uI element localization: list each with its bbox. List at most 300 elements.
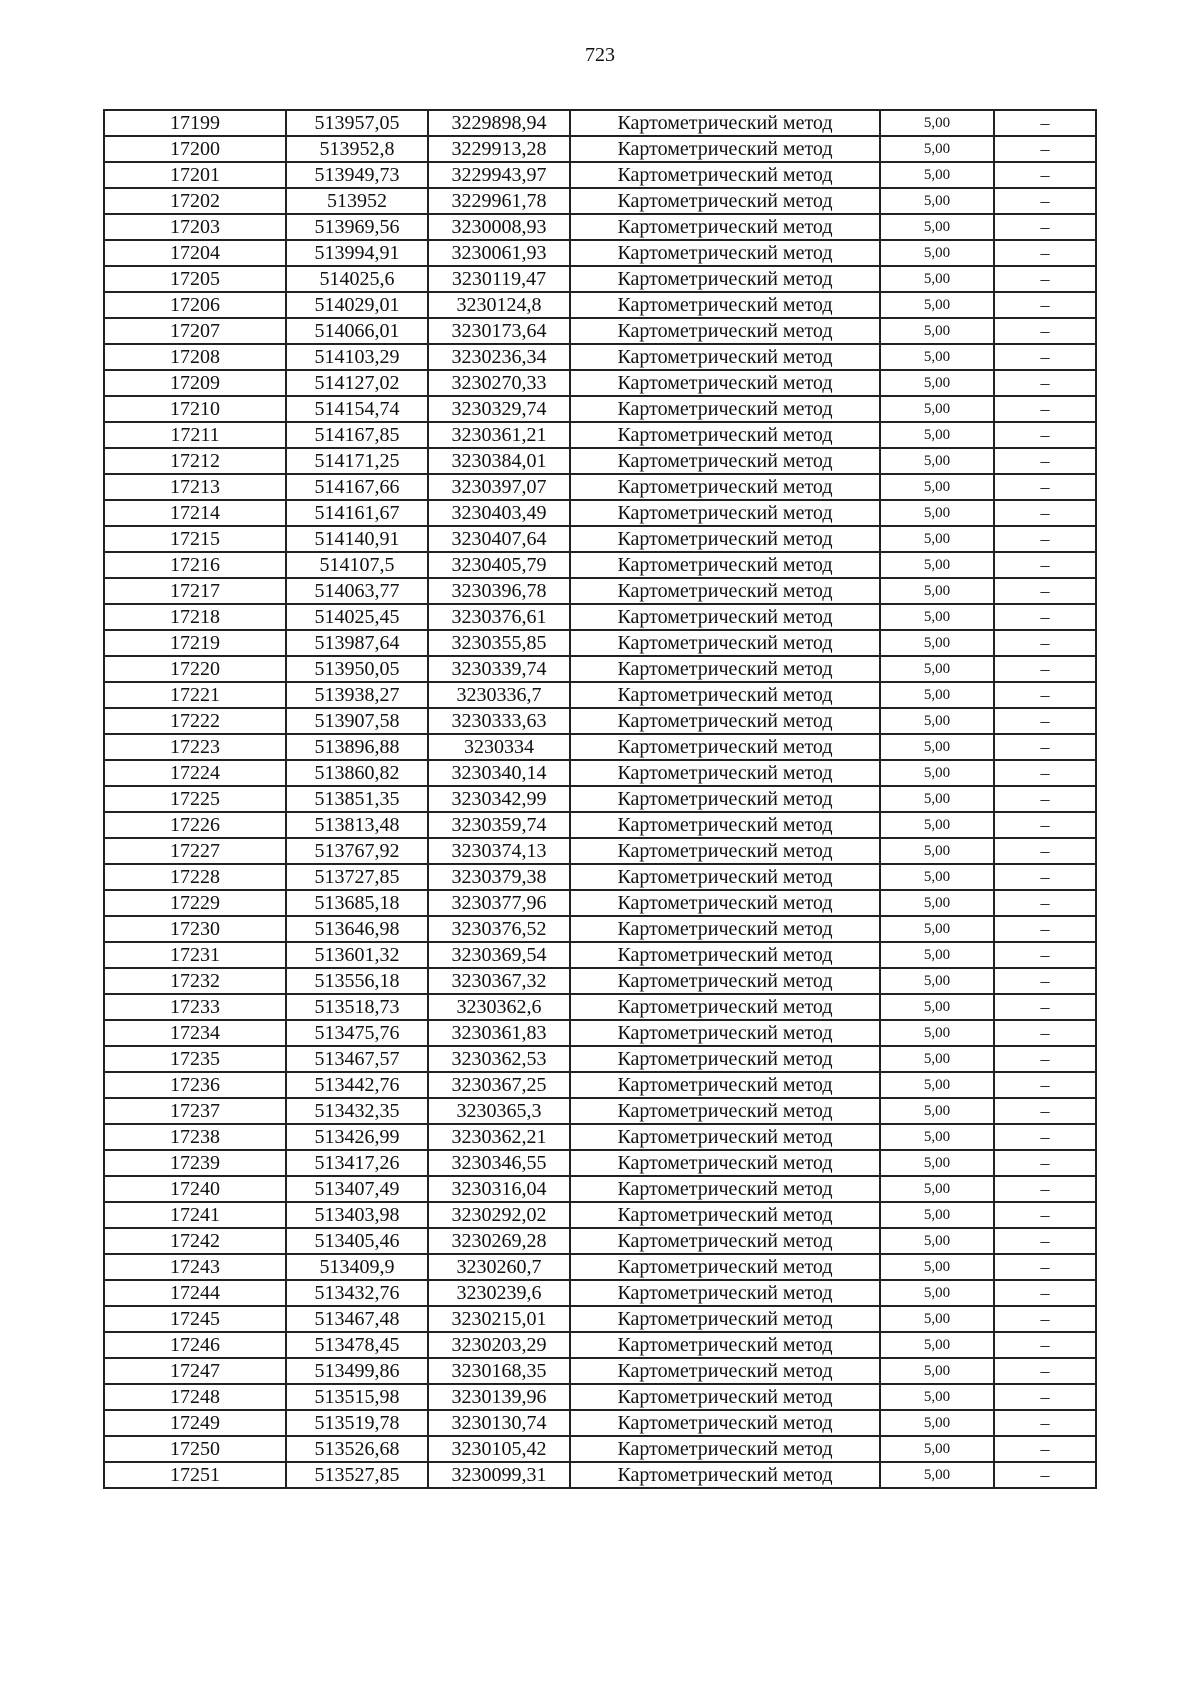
x-coordinate-cell: 513952,8 [286, 136, 428, 162]
accuracy-cell: 5,00 [880, 968, 994, 994]
x-coordinate-cell: 513938,27 [286, 682, 428, 708]
method-cell: Картометрический метод [570, 630, 880, 656]
method-cell: Картометрический метод [570, 1358, 880, 1384]
y-coordinate-cell: 3230376,61 [428, 604, 570, 630]
point-number-cell: 17233 [104, 994, 286, 1020]
y-coordinate-cell: 3230139,96 [428, 1384, 570, 1410]
x-coordinate-cell: 513896,88 [286, 734, 428, 760]
accuracy-cell: 5,00 [880, 760, 994, 786]
note-cell: – [994, 1150, 1096, 1176]
x-coordinate-cell: 513994,91 [286, 240, 428, 266]
x-coordinate-cell: 513950,05 [286, 656, 428, 682]
table-row [104, 1150, 1096, 1176]
point-number-cell: 17248 [104, 1384, 286, 1410]
accuracy-cell: 5,00 [880, 136, 994, 162]
x-coordinate-cell: 513851,35 [286, 786, 428, 812]
point-number-cell: 17204 [104, 240, 286, 266]
y-coordinate-cell: 3230346,55 [428, 1150, 570, 1176]
table-row [104, 1046, 1096, 1072]
y-coordinate-cell: 3230119,47 [428, 266, 570, 292]
note-cell: – [994, 500, 1096, 526]
x-coordinate-cell: 513957,05 [286, 110, 428, 136]
y-coordinate-cell: 3230362,21 [428, 1124, 570, 1150]
accuracy-cell: 5,00 [880, 812, 994, 838]
table-row [104, 448, 1096, 474]
note-cell: – [994, 1384, 1096, 1410]
accuracy-cell: 5,00 [880, 1410, 994, 1436]
table-row [104, 890, 1096, 916]
note-cell: – [994, 682, 1096, 708]
y-coordinate-cell: 3230130,74 [428, 1410, 570, 1436]
method-cell: Картометрический метод [570, 812, 880, 838]
note-cell: – [994, 188, 1096, 214]
x-coordinate-cell: 514029,01 [286, 292, 428, 318]
note-cell: – [994, 968, 1096, 994]
note-cell: – [994, 916, 1096, 942]
method-cell: Картометрический метод [570, 1410, 880, 1436]
x-coordinate-cell: 513601,32 [286, 942, 428, 968]
table-row [104, 1098, 1096, 1124]
y-coordinate-cell: 3230334 [428, 734, 570, 760]
x-coordinate-cell: 513646,98 [286, 916, 428, 942]
y-coordinate-cell: 3230336,7 [428, 682, 570, 708]
method-cell: Картометрический метод [570, 526, 880, 552]
note-cell: – [994, 344, 1096, 370]
accuracy-cell: 5,00 [880, 1176, 994, 1202]
method-cell: Картометрический метод [570, 396, 880, 422]
x-coordinate-cell: 513405,46 [286, 1228, 428, 1254]
y-coordinate-cell: 3230340,14 [428, 760, 570, 786]
y-coordinate-cell: 3230397,07 [428, 474, 570, 500]
table-row [104, 162, 1096, 188]
accuracy-cell: 5,00 [880, 1254, 994, 1280]
y-coordinate-cell: 3229943,97 [428, 162, 570, 188]
x-coordinate-cell: 513952 [286, 188, 428, 214]
accuracy-cell: 5,00 [880, 344, 994, 370]
method-cell: Картометрический метод [570, 1046, 880, 1072]
method-cell: Картометрический метод [570, 838, 880, 864]
x-coordinate-cell: 514154,74 [286, 396, 428, 422]
method-cell: Картометрический метод [570, 1280, 880, 1306]
accuracy-cell: 5,00 [880, 786, 994, 812]
x-coordinate-cell: 513426,99 [286, 1124, 428, 1150]
table-row [104, 318, 1096, 344]
note-cell: – [994, 1046, 1096, 1072]
note-cell: – [994, 760, 1096, 786]
table-row [104, 864, 1096, 890]
note-cell: – [994, 1410, 1096, 1436]
point-number-cell: 17244 [104, 1280, 286, 1306]
point-number-cell: 17218 [104, 604, 286, 630]
x-coordinate-cell: 513907,58 [286, 708, 428, 734]
note-cell: – [994, 786, 1096, 812]
method-cell: Картометрический метод [570, 1462, 880, 1488]
accuracy-cell: 5,00 [880, 890, 994, 916]
y-coordinate-cell: 3230374,13 [428, 838, 570, 864]
method-cell: Картометрический метод [570, 1306, 880, 1332]
accuracy-cell: 5,00 [880, 370, 994, 396]
table-row [104, 1020, 1096, 1046]
x-coordinate-cell: 513685,18 [286, 890, 428, 916]
x-coordinate-cell: 513407,49 [286, 1176, 428, 1202]
point-number-cell: 17205 [104, 266, 286, 292]
point-number-cell: 17221 [104, 682, 286, 708]
table-row [104, 1202, 1096, 1228]
note-cell: – [994, 552, 1096, 578]
x-coordinate-cell: 513432,35 [286, 1098, 428, 1124]
table-row [104, 344, 1096, 370]
point-number-cell: 17217 [104, 578, 286, 604]
y-coordinate-cell: 3229961,78 [428, 188, 570, 214]
accuracy-cell: 5,00 [880, 1462, 994, 1488]
accuracy-cell: 5,00 [880, 162, 994, 188]
note-cell: – [994, 1462, 1096, 1488]
y-coordinate-cell: 3230405,79 [428, 552, 570, 578]
accuracy-cell: 5,00 [880, 266, 994, 292]
method-cell: Картометрический метод [570, 422, 880, 448]
table-row [104, 292, 1096, 318]
accuracy-cell: 5,00 [880, 188, 994, 214]
table-row [104, 474, 1096, 500]
note-cell: – [994, 734, 1096, 760]
note-cell: – [994, 214, 1096, 240]
y-coordinate-cell: 3230339,74 [428, 656, 570, 682]
note-cell: – [994, 1020, 1096, 1046]
note-cell: – [994, 1332, 1096, 1358]
note-cell: – [994, 474, 1096, 500]
method-cell: Картометрический метод [570, 734, 880, 760]
method-cell: Картометрический метод [570, 968, 880, 994]
accuracy-cell: 5,00 [880, 708, 994, 734]
note-cell: – [994, 422, 1096, 448]
method-cell: Картометрический метод [570, 656, 880, 682]
accuracy-cell: 5,00 [880, 1280, 994, 1306]
x-coordinate-cell: 514127,02 [286, 370, 428, 396]
accuracy-cell: 5,00 [880, 526, 994, 552]
point-number-cell: 17214 [104, 500, 286, 526]
x-coordinate-cell: 513518,73 [286, 994, 428, 1020]
table-row [104, 760, 1096, 786]
method-cell: Картометрический метод [570, 474, 880, 500]
y-coordinate-cell: 3230379,38 [428, 864, 570, 890]
y-coordinate-cell: 3230376,52 [428, 916, 570, 942]
table-row [104, 1124, 1096, 1150]
table-row [104, 552, 1096, 578]
table-row [104, 734, 1096, 760]
method-cell: Картометрический метод [570, 136, 880, 162]
page-number: 723 [585, 44, 615, 66]
accuracy-cell: 5,00 [880, 500, 994, 526]
x-coordinate-cell: 513467,48 [286, 1306, 428, 1332]
method-cell: Картометрический метод [570, 1436, 880, 1462]
accuracy-cell: 5,00 [880, 864, 994, 890]
accuracy-cell: 5,00 [880, 1228, 994, 1254]
accuracy-cell: 5,00 [880, 916, 994, 942]
accuracy-cell: 5,00 [880, 1020, 994, 1046]
method-cell: Картометрический метод [570, 1254, 880, 1280]
note-cell: – [994, 526, 1096, 552]
note-cell: – [994, 1072, 1096, 1098]
x-coordinate-cell: 513475,76 [286, 1020, 428, 1046]
table-row [104, 630, 1096, 656]
x-coordinate-cell: 513949,73 [286, 162, 428, 188]
point-number-cell: 17216 [104, 552, 286, 578]
method-cell: Картометрический метод [570, 292, 880, 318]
x-coordinate-cell: 514107,5 [286, 552, 428, 578]
x-coordinate-cell: 513417,26 [286, 1150, 428, 1176]
x-coordinate-cell: 513767,92 [286, 838, 428, 864]
method-cell: Картометрический метод [570, 786, 880, 812]
method-cell: Картометрический метод [570, 214, 880, 240]
point-number-cell: 17243 [104, 1254, 286, 1280]
point-number-cell: 17228 [104, 864, 286, 890]
table-row [104, 1228, 1096, 1254]
accuracy-cell: 5,00 [880, 318, 994, 344]
note-cell: – [994, 578, 1096, 604]
point-number-cell: 17223 [104, 734, 286, 760]
point-number-cell: 17224 [104, 760, 286, 786]
y-coordinate-cell: 3230236,34 [428, 344, 570, 370]
method-cell: Картометрический метод [570, 448, 880, 474]
table-row [104, 1254, 1096, 1280]
note-cell: – [994, 370, 1096, 396]
method-cell: Картометрический метод [570, 344, 880, 370]
note-cell: – [994, 396, 1096, 422]
accuracy-cell: 5,00 [880, 1436, 994, 1462]
y-coordinate-cell: 3230362,6 [428, 994, 570, 1020]
point-number-cell: 17231 [104, 942, 286, 968]
y-coordinate-cell: 3230359,74 [428, 812, 570, 838]
x-coordinate-cell: 513499,86 [286, 1358, 428, 1384]
method-cell: Картометрический метод [570, 1020, 880, 1046]
method-cell: Картометрический метод [570, 760, 880, 786]
y-coordinate-cell: 3230329,74 [428, 396, 570, 422]
x-coordinate-cell: 514066,01 [286, 318, 428, 344]
accuracy-cell: 5,00 [880, 110, 994, 136]
y-coordinate-cell: 3230342,99 [428, 786, 570, 812]
y-coordinate-cell: 3230316,04 [428, 1176, 570, 1202]
method-cell: Картометрический метод [570, 1124, 880, 1150]
method-cell: Картометрический метод [570, 1202, 880, 1228]
note-cell: – [994, 162, 1096, 188]
point-number-cell: 17199 [104, 110, 286, 136]
accuracy-cell: 5,00 [880, 292, 994, 318]
table-row [104, 1436, 1096, 1462]
x-coordinate-cell: 513556,18 [286, 968, 428, 994]
table-row [104, 370, 1096, 396]
note-cell: – [994, 292, 1096, 318]
point-number-cell: 17207 [104, 318, 286, 344]
accuracy-cell: 5,00 [880, 734, 994, 760]
point-number-cell: 17235 [104, 1046, 286, 1072]
x-coordinate-cell: 513813,48 [286, 812, 428, 838]
point-number-cell: 17245 [104, 1306, 286, 1332]
accuracy-cell: 5,00 [880, 578, 994, 604]
table-row [104, 786, 1096, 812]
point-number-cell: 17247 [104, 1358, 286, 1384]
point-number-cell: 17250 [104, 1436, 286, 1462]
y-coordinate-cell: 3230333,63 [428, 708, 570, 734]
method-cell: Картометрический метод [570, 110, 880, 136]
accuracy-cell: 5,00 [880, 422, 994, 448]
y-coordinate-cell: 3230061,93 [428, 240, 570, 266]
note-cell: – [994, 994, 1096, 1020]
y-coordinate-cell: 3230124,8 [428, 292, 570, 318]
method-cell: Картометрический метод [570, 1332, 880, 1358]
point-number-cell: 17220 [104, 656, 286, 682]
accuracy-cell: 5,00 [880, 682, 994, 708]
table-row [104, 1410, 1096, 1436]
y-coordinate-cell: 3230361,83 [428, 1020, 570, 1046]
point-number-cell: 17229 [104, 890, 286, 916]
method-cell: Картометрический метод [570, 890, 880, 916]
y-coordinate-cell: 3230203,29 [428, 1332, 570, 1358]
note-cell: – [994, 240, 1096, 266]
method-cell: Картометрический метод [570, 578, 880, 604]
point-number-cell: 17232 [104, 968, 286, 994]
y-coordinate-cell: 3230105,42 [428, 1436, 570, 1462]
accuracy-cell: 5,00 [880, 656, 994, 682]
x-coordinate-cell: 514063,77 [286, 578, 428, 604]
accuracy-cell: 5,00 [880, 552, 994, 578]
note-cell: – [994, 1098, 1096, 1124]
point-number-cell: 17234 [104, 1020, 286, 1046]
table-row [104, 1280, 1096, 1306]
table-row [104, 942, 1096, 968]
y-coordinate-cell: 3230367,32 [428, 968, 570, 994]
method-cell: Картометрический метод [570, 318, 880, 344]
table-row [104, 682, 1096, 708]
x-coordinate-cell: 513527,85 [286, 1462, 428, 1488]
note-cell: – [994, 1228, 1096, 1254]
method-cell: Картометрический метод [570, 1228, 880, 1254]
accuracy-cell: 5,00 [880, 1358, 994, 1384]
x-coordinate-cell: 514140,91 [286, 526, 428, 552]
y-coordinate-cell: 3230355,85 [428, 630, 570, 656]
table-row [104, 604, 1096, 630]
note-cell: – [994, 1280, 1096, 1306]
point-number-cell: 17246 [104, 1332, 286, 1358]
accuracy-cell: 5,00 [880, 1098, 994, 1124]
x-coordinate-cell: 513432,76 [286, 1280, 428, 1306]
accuracy-cell: 5,00 [880, 1046, 994, 1072]
point-number-cell: 17200 [104, 136, 286, 162]
point-number-cell: 17213 [104, 474, 286, 500]
note-cell: – [994, 838, 1096, 864]
point-number-cell: 17203 [104, 214, 286, 240]
x-coordinate-cell: 513409,9 [286, 1254, 428, 1280]
y-coordinate-cell: 3229898,94 [428, 110, 570, 136]
table-row [104, 110, 1096, 136]
point-number-cell: 17236 [104, 1072, 286, 1098]
x-coordinate-cell: 513526,68 [286, 1436, 428, 1462]
note-cell: – [994, 1202, 1096, 1228]
note-cell: – [994, 1306, 1096, 1332]
point-number-cell: 17238 [104, 1124, 286, 1150]
table-row [104, 422, 1096, 448]
method-cell: Картометрический метод [570, 1384, 880, 1410]
table-row [104, 1384, 1096, 1410]
method-cell: Картометрический метод [570, 916, 880, 942]
point-number-cell: 17249 [104, 1410, 286, 1436]
coordinates-table-body [104, 110, 1096, 1488]
y-coordinate-cell: 3230396,78 [428, 578, 570, 604]
note-cell: – [994, 1358, 1096, 1384]
accuracy-cell: 5,00 [880, 1124, 994, 1150]
accuracy-cell: 5,00 [880, 1150, 994, 1176]
x-coordinate-cell: 514167,85 [286, 422, 428, 448]
accuracy-cell: 5,00 [880, 994, 994, 1020]
note-cell: – [994, 630, 1096, 656]
y-coordinate-cell: 3230362,53 [428, 1046, 570, 1072]
y-coordinate-cell: 3230173,64 [428, 318, 570, 344]
x-coordinate-cell: 513515,98 [286, 1384, 428, 1410]
y-coordinate-cell: 3230260,7 [428, 1254, 570, 1280]
table-row [104, 1358, 1096, 1384]
y-coordinate-cell: 3230367,25 [428, 1072, 570, 1098]
method-cell: Картометрический метод [570, 500, 880, 526]
note-cell: – [994, 864, 1096, 890]
x-coordinate-cell: 513442,76 [286, 1072, 428, 1098]
accuracy-cell: 5,00 [880, 838, 994, 864]
table-row [104, 578, 1096, 604]
note-cell: – [994, 318, 1096, 344]
note-cell: – [994, 604, 1096, 630]
accuracy-cell: 5,00 [880, 240, 994, 266]
x-coordinate-cell: 513860,82 [286, 760, 428, 786]
y-coordinate-cell: 3230008,93 [428, 214, 570, 240]
method-cell: Картометрический метод [570, 604, 880, 630]
table-row [104, 214, 1096, 240]
method-cell: Картометрический метод [570, 240, 880, 266]
method-cell: Картометрический метод [570, 864, 880, 890]
method-cell: Картометрический метод [570, 942, 880, 968]
accuracy-cell: 5,00 [880, 1332, 994, 1358]
accuracy-cell: 5,00 [880, 604, 994, 630]
point-number-cell: 17215 [104, 526, 286, 552]
y-coordinate-cell: 3230270,33 [428, 370, 570, 396]
method-cell: Картометрический метод [570, 708, 880, 734]
point-number-cell: 17240 [104, 1176, 286, 1202]
note-cell: – [994, 890, 1096, 916]
y-coordinate-cell: 3230168,35 [428, 1358, 570, 1384]
table-row [104, 708, 1096, 734]
x-coordinate-cell: 514025,6 [286, 266, 428, 292]
accuracy-cell: 5,00 [880, 1072, 994, 1098]
table-row [104, 656, 1096, 682]
x-coordinate-cell: 514025,45 [286, 604, 428, 630]
point-number-cell: 17208 [104, 344, 286, 370]
y-coordinate-cell: 3230239,6 [428, 1280, 570, 1306]
point-number-cell: 17225 [104, 786, 286, 812]
point-number-cell: 17242 [104, 1228, 286, 1254]
x-coordinate-cell: 513969,56 [286, 214, 428, 240]
y-coordinate-cell: 3230365,3 [428, 1098, 570, 1124]
x-coordinate-cell: 514171,25 [286, 448, 428, 474]
accuracy-cell: 5,00 [880, 1306, 994, 1332]
method-cell: Картометрический метод [570, 188, 880, 214]
point-number-cell: 17226 [104, 812, 286, 838]
table-row [104, 994, 1096, 1020]
method-cell: Картометрический метод [570, 162, 880, 188]
y-coordinate-cell: 3230361,21 [428, 422, 570, 448]
x-coordinate-cell: 513403,98 [286, 1202, 428, 1228]
method-cell: Картометрический метод [570, 1176, 880, 1202]
table-row [104, 136, 1096, 162]
method-cell: Картометрический метод [570, 682, 880, 708]
table-row [104, 266, 1096, 292]
method-cell: Картометрический метод [570, 1072, 880, 1098]
